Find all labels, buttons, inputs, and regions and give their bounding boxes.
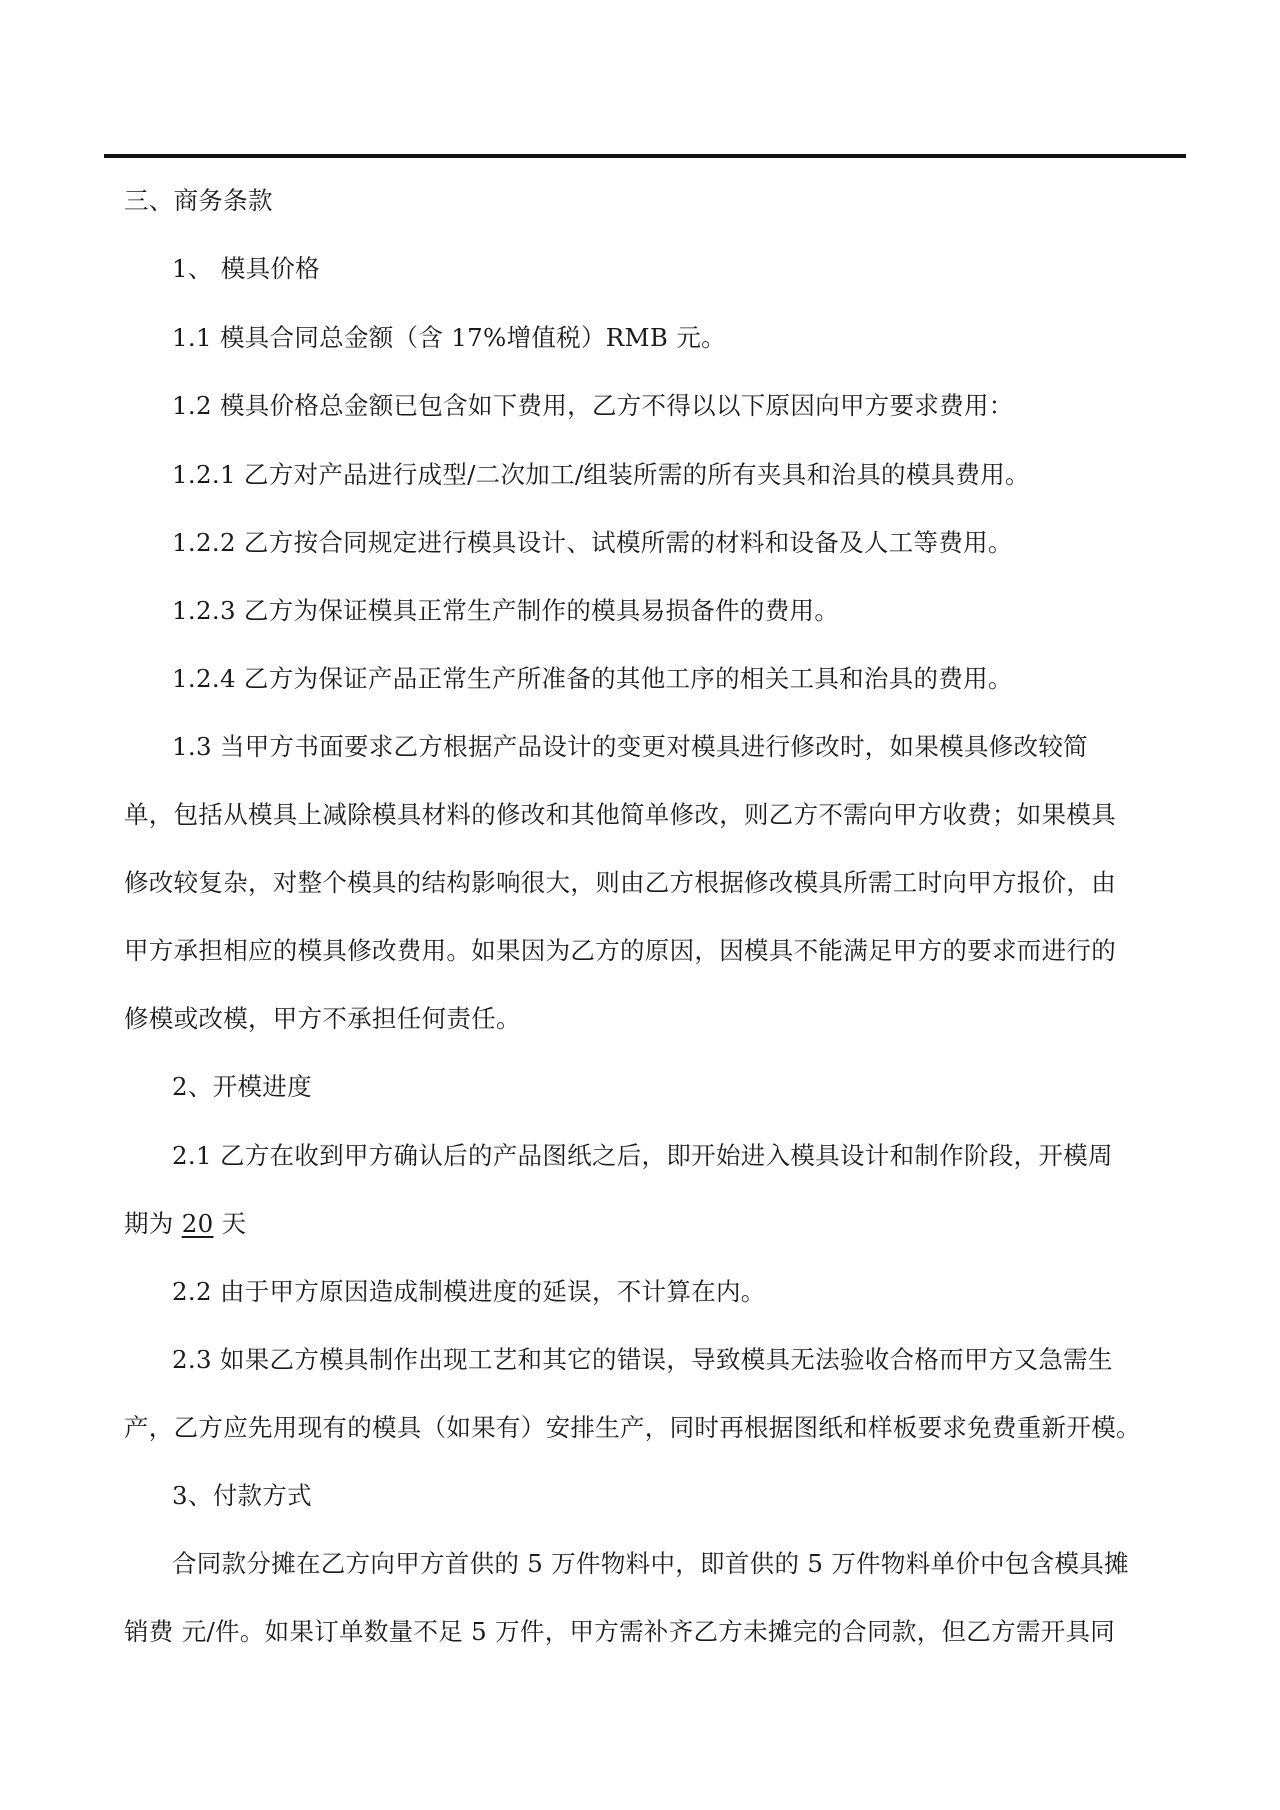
clause-2-1-line <box>124 1209 246 1239</box>
clause-2-1-line: 2.1 乙方在收到甲方确认后的产品图纸之后，即开始进入模具设计和制作阶段，开模周 <box>172 1141 1113 1170</box>
clause-1-2: 1.2 模具价格总金额已包含如下费用，乙方不得以以下原因向甲方要求费用： <box>172 391 1014 420</box>
clause-1-3-line: 单，包括从模具上减除模具材料的修改和其他简单修改，则乙方不需向甲方收费；如果模具 <box>124 800 1116 829</box>
clause-1-3-line: 1.3 当甲方书面要求乙方根据产品设计的变更对模具进行修改时，如果模具修改较简 <box>172 732 1088 761</box>
clause-2-2: 2.2 由于甲方原因造成制模进度的延误，不计算在内。 <box>172 1277 766 1306</box>
clause-1-2-3: 1.2.3 乙方为保证模具正常生产制作的模具易损备件的费用。 <box>172 596 840 625</box>
clause-1-2-2: 1.2.2 乙方按合同规定进行模具设计、试模所需的材料和设备及人工等费用。 <box>172 528 1013 557</box>
clause-1-1: 1.1 模具合同总金额（含 17%增值税）RMB 元。 <box>172 323 726 352</box>
clause-1-2-4: 1.2.4 乙方为保证产品正常生产所准备的其他工序的相关工具和治具的费用。 <box>172 664 1013 693</box>
payment-line: 合同款分摊在乙方向甲方首供的 5 万件物料中，即首供的 5 万件物料单价中包含模具摊 <box>172 1549 1129 1578</box>
clause-1-2-1: 1.2.1 乙方对产品进行成型/二次加工/组装所需的所有夹具和治具的模具费用。 <box>172 460 1030 489</box>
clause-1-3-line: 甲方承担相应的模具修改费用。如果因为乙方的原因，因模具不能满足甲方的要求而进行的 <box>124 936 1116 965</box>
clause-1-3-line: 修改较复杂，对整个模具的结构影响很大，则由乙方根据修改模具所需工时向甲方报价，由 <box>124 868 1116 897</box>
mold-cycle-days: 20 <box>181 1209 214 1238</box>
clause-1-3-line: 修模或改模，甲方不承担任何责任。 <box>124 1004 521 1033</box>
clause-2-3-line: 产，乙方应先用现有的模具（如果有）安排生产，同时再根据图纸和样板要求免费重新开模。 <box>124 1413 1141 1442</box>
section-title: 三、商务条款 <box>124 186 273 215</box>
mold-price-heading: 1、 模具价格 <box>172 254 320 283</box>
clause-2-1-suffix: 天 <box>213 1209 247 1238</box>
payment-heading: 3、付款方式 <box>172 1481 312 1510</box>
clause-2-3-line: 2.3 如果乙方模具制作出现工艺和其它的错误，导致模具无法验收合格而甲方又急需生 <box>172 1345 1113 1374</box>
clause-2-1-prefix: 期为 <box>124 1209 182 1238</box>
schedule-heading: 2、开模进度 <box>172 1072 312 1101</box>
payment-line: 销费 元/件。如果订单数量不足 5 万件，甲方需补齐乙方未摊完的合同款，但乙方需开具同 <box>124 1617 1116 1646</box>
